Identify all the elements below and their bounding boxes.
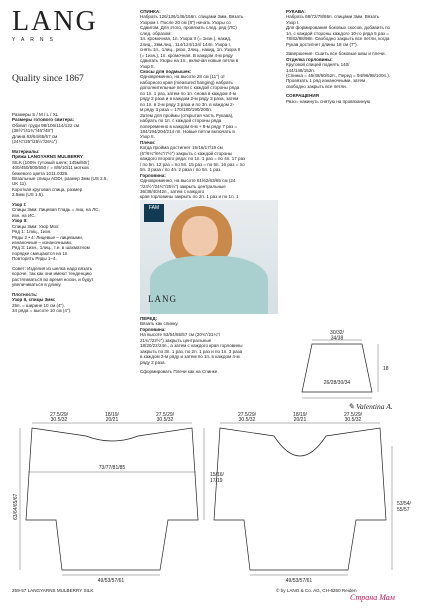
text-line: каждого второго ряда: по 1п. 1 раз = по 4п. 17 раз	[140, 156, 246, 162]
text-line: Круговой спицей поднять 140/	[286, 62, 350, 68]
back-top-center-label: 18/19/	[105, 412, 119, 418]
text-line: Рукав достигнет длины 18 см (7").	[286, 41, 358, 47]
text-line: Затем для проймы (открытая часть Рукава),	[140, 112, 234, 118]
text-line: след. образом:	[140, 30, 172, 36]
text-line: изнаночные – изнаночными.	[12, 239, 73, 245]
text-line: Вязальные спицы ADDI, размер 3мм (US 2.5,	[12, 175, 108, 181]
front-top-right-label-2: 30.5/32	[344, 417, 362, 423]
fam-badge: FAM	[144, 204, 164, 222]
sleeve-side-label: 18	[383, 366, 389, 372]
text-line: м ряду 3 раза = 170/180/190/200п.	[140, 107, 212, 113]
sleeve-top-label-2: 34/38	[330, 335, 344, 342]
text-line: На высоте 53/54/55/57 см (20¾"/21¼"/	[140, 332, 221, 338]
text-line: 18/20/22/24п., а затем с каждого края горловины	[140, 343, 243, 349]
text-line: 5п. 3 раза / по 4п. 2 раза / по 5п. 1 раз.	[140, 167, 222, 173]
cover-logo: LANG	[148, 294, 177, 304]
text-line: (Спинка = 46/48/50/52п., Перед = 94/96/98/100п.).	[286, 72, 391, 78]
text-line: 25п. = ширине 10 см (4").	[12, 302, 65, 308]
text-line: Обхват груди 98/106/114/122 см	[12, 122, 80, 128]
text-line: СПИНКА:	[140, 9, 161, 14]
text-line: Скосы для подмышек:	[140, 68, 192, 74]
text-line: Когда пройма достигнет 15/16/17/19 см	[140, 145, 223, 151]
front-top-right-label: 27.5/29/	[343, 412, 363, 418]
text-line: Плечи:	[140, 139, 156, 145]
text-line: SILK (100% тутовый шелк; 145м/50г)	[12, 159, 90, 165]
text-line: Ряд 1: 1лиц., 1изн.	[12, 229, 52, 235]
text-line: 400/450/500/550 г = 8/9/10/11 мотков	[12, 165, 89, 171]
text-line: свободно закрыть все петли.	[286, 83, 347, 89]
text-line: Набрать 126/136/146/156п. спицами 3мм. Вязать	[140, 14, 244, 20]
text-line: 78/82/88/98п. Свободно закрыть все петли, когда	[286, 36, 390, 42]
sleeve-bottom-label: 26/28/30/34	[323, 380, 351, 386]
back-bottom-label: 49/53/57/61	[97, 578, 125, 584]
text-line: края горловины закрыть по 2п. 1 раз и по 1п. 1	[140, 194, 239, 200]
text-line: ПЕРЕД:	[140, 316, 158, 321]
text-line: Узор I:	[12, 201, 27, 207]
back-top-left-label: 27.5/29/	[49, 412, 69, 418]
text-line: 144/148/152п.	[286, 67, 316, 73]
text-line: Сформировать Плечи как на Спинке.	[140, 369, 219, 375]
footer-left: 259-57 LANGYARNS MULBERRY SILK	[12, 588, 94, 593]
text-line: Узор I.	[286, 19, 300, 25]
footer-right: © by LANG & Co. AG, CH-6260 Reiden	[276, 588, 357, 593]
text-line: Ряд 3: 1изн., 1лиц., т.е. в шахматном	[12, 245, 90, 251]
text-line: Ряды 2 • 4: Лицевые – лицевыми,	[12, 234, 83, 240]
text-line: РУКАВА:	[286, 9, 306, 14]
site-watermark: Страна Мам	[350, 593, 395, 602]
text-line: изн. на ИС.	[12, 212, 36, 218]
text-line: Рвзо= накинуть снятую на провязанную	[286, 98, 371, 104]
text-line: Узором I. После 20 см (8") начать Узоры со	[140, 19, 231, 25]
front-top-left-label-2: 30.5/32	[238, 417, 256, 423]
text-line: / по 5п. 12 раз = по 5п. 15 раз = по 5п. 16 раз = по	[140, 161, 245, 167]
text-line: Короткая круговая спица, размер	[12, 186, 83, 192]
text-line: Совет: Изделия из шелка надо вязать	[12, 265, 93, 271]
front-length-label: 53/54/	[397, 501, 411, 507]
text-line: Пряжа LANGYARNS MULBERRY	[12, 154, 83, 160]
text-line: (= 1изн.), 1п. кромочная. В каждом 4-м ряду	[140, 52, 233, 58]
back-armhole-label: 15/16/	[210, 472, 224, 478]
text-line: дополнительные петли с каждой стороны ряда	[140, 85, 240, 91]
front-top-left-label: 27.5/29/	[237, 412, 257, 418]
text-line: 2.5мм (US 1.5).	[12, 192, 45, 198]
text-line: закрыть по 3п. 1 раз, по 2п. 1 раз и по 1п. 3 раза	[140, 348, 243, 354]
text-line: порядке смещаются на 1п.	[12, 250, 69, 256]
text-line: Узор II:	[12, 218, 28, 224]
back-top-left-label-2: 30.5/32	[50, 417, 68, 423]
signature: ✎ Valentina A.	[348, 402, 393, 411]
text-line: Длина 63/64/65/67 см	[12, 133, 58, 139]
text-line: Плотность:	[12, 291, 38, 297]
text-line: по 1п. в 2-м ряду 3 раза и по 3п. в каждом 2-	[140, 101, 235, 107]
back-top-right-label: 27.5/29/	[155, 412, 175, 418]
text-line: бежевого цвета 1011.0326.	[12, 170, 69, 176]
text-line: 1п. кромочная, 1п. Узора II (= 1изн.), накид,	[140, 36, 232, 42]
text-line: СОКРАЩЕНИЯ	[286, 93, 319, 99]
front-top-center-label: 18/19/	[293, 412, 307, 418]
text-line: Спицы 3мм: Узор Мох:	[12, 223, 60, 229]
text-line: (24¾"/25"/25½"/26¼")	[12, 139, 57, 145]
text-line: 21¾"/22½") закрыть центральные	[140, 337, 212, 343]
front-length-label-2: 55/57	[397, 507, 410, 513]
text-line: попеременно в каждом 6-м + 8-м ряду 7 раз =	[140, 123, 238, 129]
text-line: по 1п. 1 раз, затем по 1п. снова в каждом 4-м	[140, 90, 236, 96]
text-line: Горловина:	[140, 172, 166, 178]
text-line: Провязать 1 ряд изнаночными, затем	[286, 78, 366, 84]
text-line: 1п. с каждой стороны каждого 10-го ряда 5 раз =	[286, 30, 389, 36]
back-outline	[26, 428, 198, 570]
text-line: Размеры готового свитера:	[12, 117, 75, 123]
text-line: Узор II.	[140, 134, 155, 140]
text-line: Размеры S / M / L / XL	[12, 112, 59, 117]
text-line: Вязать как спинку.	[140, 321, 179, 327]
text-line: Горловина:	[140, 326, 166, 332]
back-armhole-label-2: 17/19	[210, 478, 223, 484]
text-line: 36/38/40/42п., затем с каждого	[140, 188, 205, 194]
text-line: Материалы:	[12, 148, 40, 154]
quality-slogan: Quality since 1867	[12, 74, 84, 84]
text-line: увеличиваться в длину.	[12, 282, 62, 288]
text-line: Узор II, спицы 3мм:	[12, 297, 56, 303]
text-line: снять 1п., 1лиц., рвзо, 2лиц., накид, 1п. Узора II	[140, 47, 241, 53]
text-line: Одновременно, на высоте 28 см (11") от	[140, 74, 226, 80]
front-outline	[214, 428, 386, 570]
text-line: наборного края (measured hanging) набрать	[140, 79, 233, 85]
text-line: 34 ряда = высоте 10 см (4").	[12, 307, 72, 313]
back-top-center-label-2: 20/21	[105, 417, 119, 423]
text-line: 184/194/204/214 пп. Новые петли включать в	[140, 128, 235, 134]
text-line: сдвигать Узоры на 1п., включая новые петли в	[140, 58, 239, 64]
text-line: UK 11).	[12, 181, 28, 187]
text-line: Отделка горловины:	[286, 56, 333, 62]
front-top-center-label-2: 20/21	[293, 417, 307, 423]
text-line: Узор II.	[140, 63, 155, 69]
text-line: Завершение: Сшить все боковые швы и плечи.	[286, 51, 386, 57]
text-line: "/24½"/24¾"/25½") закрыть центральные	[140, 183, 226, 189]
text-line: (6"/6¼"/6¾"/7½") закрыть с каждой стороны	[140, 150, 232, 156]
text-line: 2лиц., 2вм.лиц., 114/124/134/ 144п. Узора I,	[140, 41, 232, 47]
text-line: Для формирования боковых скосов, добавить по	[286, 25, 391, 31]
sleeve-top-label: 30/32/	[330, 330, 344, 336]
logo-subtext: YARNS	[12, 37, 59, 43]
text-line: набрать по 1п. с каждой стороны ряда	[140, 118, 222, 124]
logo-text: LANG	[12, 6, 98, 37]
back-width-label: 73/77/81/85	[98, 465, 126, 471]
text-line: Спицы 3мм: Лицевая Гладь = лиц. на ЛС,	[12, 207, 100, 213]
text-line: короче, так как они имеют тенденцию	[12, 271, 92, 277]
front-bottom-label: 49/53/57/61	[285, 578, 313, 584]
text-line: Набрать 68/72/78/86п. спицами 3мм. Вязать	[286, 14, 380, 20]
text-line: Одновременно, на высоте 61/62/63/65 см (24	[140, 178, 236, 184]
back-length-label: 63/64/65/67	[13, 493, 19, 520]
text-line: Повторять Ряды 1–4.	[12, 256, 57, 262]
text-line: растягиваться во время носки, и будут	[12, 276, 94, 282]
text-line: ряду 2 раза и в каждом 2-м ряду 3 раза, затем	[140, 96, 239, 102]
text-line: (38½"/41¾"/45"/48")	[12, 128, 54, 134]
back-top-right-label-2: 30.5/32	[156, 417, 174, 423]
text-line: в каждом 2-м ряду и затем по 1п. в каждом 4-м	[140, 354, 240, 360]
text-line: Сдвигом. Для этого, провязать след. ряд (ЛС)	[140, 25, 237, 31]
text-line: ряду 2 раза.	[140, 359, 166, 365]
